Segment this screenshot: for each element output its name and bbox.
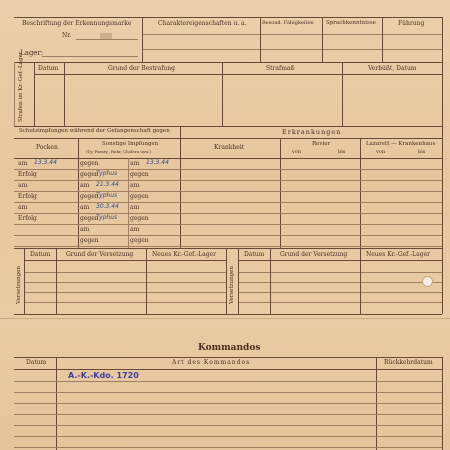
- rule: [14, 126, 442, 127]
- rule: [14, 62, 15, 126]
- label-fuehrung: Führung: [398, 20, 425, 27]
- rule: [14, 381, 442, 382]
- rule: [180, 235, 442, 236]
- cell-label-pocken: Erfolg: [18, 171, 37, 178]
- rule: [146, 248, 147, 314]
- cell-label-sonstige-2: gegen: [130, 171, 149, 178]
- col-header-krankheit: Krankheit: [214, 144, 245, 151]
- col-header-neues-lager: Neues Kr.-Gef.-Lager: [152, 251, 216, 258]
- title-erkrankungen: Erkrankungen: [282, 128, 342, 136]
- rule: [142, 34, 442, 35]
- rule: [226, 248, 227, 314]
- cell-label-sonstige: gegen: [80, 171, 99, 178]
- col-header-datum-2: Datum: [244, 251, 265, 258]
- cell-label-sonstige-2: am: [130, 204, 140, 211]
- rule: [442, 62, 443, 126]
- label-charakter: Charaktereigenschaften u. a.: [158, 20, 247, 27]
- col-header-grund-versetzung-2: Grund der Versetzung: [280, 251, 348, 258]
- rule: [24, 282, 226, 283]
- label-lager: Lager:: [20, 49, 44, 57]
- rule: [360, 138, 361, 248]
- cell-label-sonstige: gegen: [80, 215, 99, 222]
- col-header-revier-bis: bis: [338, 149, 346, 155]
- cell-label-pocken: Erfolg: [18, 193, 37, 200]
- rule: [442, 17, 443, 62]
- rule: [14, 369, 442, 370]
- cell-label-sonstige-2: am: [130, 182, 140, 189]
- rule: [34, 62, 35, 126]
- kommando-entry-stamp: A.-K.-Kdo. 1720: [68, 371, 139, 380]
- punch-hole: [422, 276, 433, 287]
- rule: [180, 191, 442, 192]
- rule: [142, 17, 143, 62]
- label-nr: Nr.: [62, 32, 72, 39]
- title-kommandos: Kommandos: [198, 343, 261, 353]
- rule: [442, 126, 443, 248]
- rule: [14, 414, 442, 415]
- rule: [442, 357, 443, 450]
- col-header-sonstige-sub: (Ty.-Paraty., Ruhr, Cholera usw.): [86, 149, 151, 154]
- rule: [14, 392, 442, 393]
- cell-label-sonstige-2: am: [130, 226, 140, 233]
- rule: [34, 74, 442, 75]
- rule: [14, 403, 442, 404]
- rule: [180, 169, 442, 170]
- rule: [238, 292, 442, 293]
- rule: [14, 436, 442, 437]
- rule: [322, 17, 323, 62]
- label-befaehigkeiten: Besond. Fähigkeiten: [262, 20, 314, 26]
- rule: [180, 246, 442, 247]
- col-header-lazarett: Lazarett — Krankenhaus: [366, 141, 436, 147]
- col-header-lazarett-von: von: [376, 149, 386, 155]
- cell-label-pocken: Erfolg: [18, 215, 37, 222]
- col-header-rueckkehrdatum: Rückkehrdatum: [384, 359, 433, 366]
- rule: [180, 224, 442, 225]
- cell-value-sonstige: Typhus: [96, 170, 118, 177]
- col-header-strafmass: Strafmaß: [266, 65, 295, 72]
- page-fold: [0, 318, 450, 319]
- col-header-grund-bestrafung: Grund der Bestrafung: [108, 65, 175, 72]
- cell-label-sonstige-2: gegen: [130, 215, 149, 222]
- cell-label-sonstige-2: am: [130, 160, 140, 167]
- side-label-versetzungen: Versetzungen: [16, 266, 22, 304]
- col-header-lazarett-bis: bis: [418, 149, 426, 155]
- rule: [24, 260, 226, 261]
- cell-value-sonstige-2: 13.3.44: [146, 159, 169, 166]
- rule: [180, 126, 181, 248]
- rule: [14, 62, 442, 63]
- col-header-revier-von: von: [292, 149, 302, 155]
- cell-label-pocken: am: [18, 160, 28, 167]
- rule: [56, 248, 57, 314]
- label-erkennungsmarke: Beschriftung der Erkennungsmarke: [22, 20, 132, 27]
- rule: [14, 17, 442, 18]
- rule: [14, 357, 442, 358]
- cell-label-sonstige: am: [80, 204, 90, 211]
- rule: [14, 138, 180, 139]
- rule: [238, 248, 239, 314]
- rule: [238, 260, 442, 261]
- side-label-versetzungen-2: Versetzungen: [229, 266, 235, 304]
- col-header-datum: Datum: [30, 251, 51, 258]
- title-schutzimpfungen: Schutzimpfungen während der Gefangenschaft gegen: [19, 128, 170, 134]
- rule: [14, 314, 442, 315]
- rule: [180, 213, 442, 214]
- rule: [142, 49, 442, 50]
- rule: [238, 282, 442, 283]
- cell-label-sonstige: gegen: [80, 193, 99, 200]
- col-header-pocken: Pocken: [36, 144, 58, 151]
- cell-label-sonstige-2: gegen: [130, 193, 149, 200]
- cell-label-sonstige-2: gegen: [130, 237, 149, 244]
- rule: [42, 56, 138, 57]
- rule: [360, 248, 361, 314]
- rule: [64, 62, 65, 126]
- rule: [382, 17, 383, 62]
- rule: [260, 17, 261, 62]
- rule: [180, 138, 442, 139]
- rule: [14, 246, 180, 247]
- rule: [14, 425, 442, 426]
- col-header-grund-versetzung: Grund der Versetzung: [66, 251, 134, 258]
- cell-label-pocken: am: [18, 204, 28, 211]
- cell-value-sonstige: Typhus: [96, 192, 118, 199]
- rule: [270, 248, 271, 314]
- cell-value-sonstige: Typhus: [96, 214, 118, 221]
- rule: [280, 138, 281, 248]
- cell-label-sonstige: gegen: [80, 237, 99, 244]
- rule: [76, 39, 138, 40]
- col-header-datum: Datum: [38, 65, 59, 72]
- rule: [222, 62, 223, 126]
- rule: [238, 302, 442, 303]
- rule: [14, 447, 442, 448]
- rule: [14, 224, 180, 225]
- cell-value-sonstige: 21.3.44: [96, 181, 119, 188]
- col-header-neues-lager-2: Neues Kr.-Gef.-Lager: [366, 251, 430, 258]
- rule: [24, 248, 25, 314]
- rule: [78, 138, 79, 248]
- rule: [24, 292, 226, 293]
- col-header-revier: Revier: [312, 141, 331, 147]
- rule: [180, 202, 442, 203]
- cell-label-pocken: am: [18, 182, 28, 189]
- rule: [442, 248, 443, 314]
- cell-label-sonstige: gegen: [80, 160, 99, 167]
- rule: [24, 272, 226, 273]
- cell-label-sonstige: am: [80, 226, 90, 233]
- rule: [14, 248, 442, 249]
- rule: [14, 235, 180, 236]
- label-sprachkenntnisse: Sprachkenntnisse: [326, 20, 376, 26]
- cell-value-pocken: 13.3.44: [34, 159, 57, 166]
- side-label-strafen: Strafen im Kr.-Gef.-Lager: [18, 51, 24, 122]
- col-header-sonstige: Sonstige Impfungen: [102, 141, 159, 147]
- rule: [180, 180, 442, 181]
- rule: [24, 302, 226, 303]
- rule: [238, 272, 442, 273]
- cell-label-sonstige: am: [80, 182, 90, 189]
- cell-value-sonstige: 30.3.44: [96, 203, 119, 210]
- rule: [342, 62, 343, 126]
- col-header-verbuesst: Verbüßt, Datum: [368, 65, 417, 72]
- col-header-art-kommandos: Art des Kommandos: [172, 359, 251, 366]
- col-header-kdo-datum: Datum: [26, 359, 47, 366]
